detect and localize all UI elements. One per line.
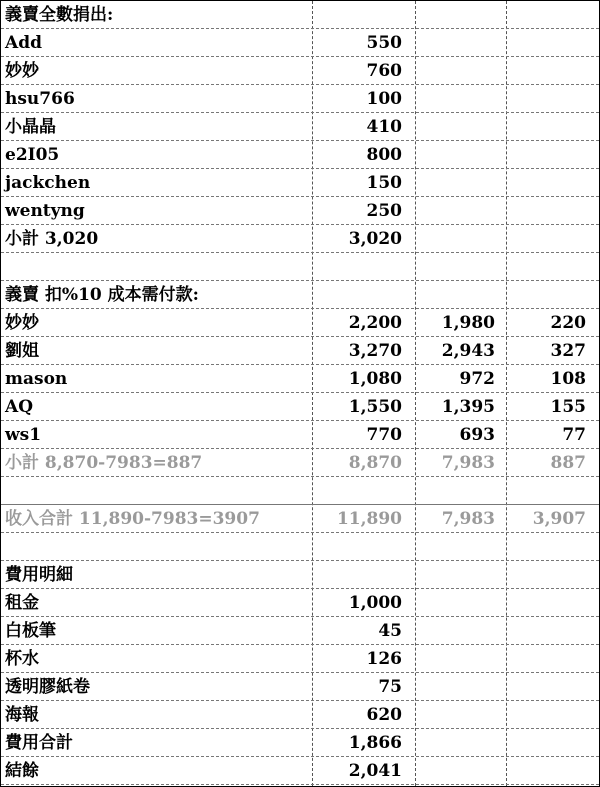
net-cell[interactable] bbox=[415, 757, 495, 784]
net-cell[interactable]: 972 bbox=[459, 369, 495, 389]
net-cell[interactable] bbox=[415, 673, 495, 700]
fee-cell[interactable] bbox=[506, 617, 586, 644]
table-row bbox=[1, 57, 599, 85]
table-row bbox=[1, 1, 599, 29]
table-row bbox=[1, 533, 599, 561]
table-row bbox=[1, 253, 599, 281]
fee-cell[interactable] bbox=[506, 561, 586, 588]
row-label[interactable]: jackchen bbox=[5, 173, 91, 193]
row-label[interactable]: 費用合計 bbox=[5, 733, 73, 753]
net-cell[interactable] bbox=[415, 225, 495, 252]
net-cell[interactable] bbox=[415, 113, 495, 140]
fee-cell[interactable] bbox=[506, 85, 586, 112]
row-label[interactable]: wentyng bbox=[5, 201, 85, 221]
fee-cell[interactable] bbox=[506, 589, 586, 616]
table-row bbox=[1, 477, 599, 505]
table-row bbox=[1, 449, 599, 477]
amount-cell[interactable]: 1,000 bbox=[348, 593, 402, 613]
table-row bbox=[1, 421, 599, 449]
amount-cell[interactable] bbox=[312, 561, 402, 588]
amount-cell[interactable] bbox=[312, 281, 402, 308]
table-row bbox=[1, 281, 599, 309]
amount-cell[interactable]: 800 bbox=[366, 145, 402, 165]
table-row bbox=[1, 309, 599, 337]
fee-cell[interactable]: 77 bbox=[562, 425, 586, 445]
net-cell[interactable]: 1,395 bbox=[441, 397, 495, 417]
amount-cell[interactable]: 75 bbox=[378, 677, 402, 697]
row-label[interactable]: 小計 8,870-7983=887 bbox=[5, 453, 203, 473]
row-label[interactable]: 妙妙 bbox=[5, 313, 39, 333]
row-label[interactable]: 妙妙 bbox=[5, 61, 39, 81]
table-row bbox=[1, 337, 599, 365]
table-row bbox=[1, 113, 599, 141]
amount-cell[interactable] bbox=[312, 477, 402, 504]
table-row bbox=[1, 365, 599, 393]
fee-cell[interactable] bbox=[506, 29, 586, 56]
net-cell[interactable] bbox=[415, 57, 495, 84]
amount-cell[interactable]: 45 bbox=[378, 621, 402, 641]
fee-cell[interactable]: 887 bbox=[550, 453, 586, 473]
net-cell[interactable] bbox=[415, 281, 495, 308]
amount-cell[interactable]: 770 bbox=[366, 425, 402, 445]
row-label[interactable]: 義賣 扣%10 成本需付款: bbox=[5, 285, 199, 305]
amount-cell[interactable]: 3,020 bbox=[348, 229, 402, 249]
row-label[interactable]: 費用明細 bbox=[5, 565, 73, 585]
row-label[interactable]: e2I05 bbox=[5, 145, 60, 165]
amount-cell[interactable]: 1,550 bbox=[348, 397, 402, 417]
row-label[interactable]: hsu766 bbox=[5, 89, 75, 109]
row-label[interactable]: AQ bbox=[5, 397, 33, 417]
amount-cell[interactable]: 3,270 bbox=[348, 341, 402, 361]
table-row bbox=[1, 645, 599, 673]
row-label[interactable]: 結餘 bbox=[5, 761, 39, 781]
net-cell[interactable] bbox=[415, 169, 495, 196]
amount-cell[interactable]: 760 bbox=[366, 61, 402, 81]
net-cell[interactable]: 2,943 bbox=[441, 341, 495, 361]
fee-cell[interactable] bbox=[506, 701, 586, 728]
row-label[interactable]: 杯水 bbox=[5, 649, 39, 669]
fee-cell[interactable]: 108 bbox=[550, 369, 586, 389]
amount-cell[interactable]: 620 bbox=[366, 705, 402, 725]
net-cell[interactable] bbox=[415, 729, 495, 756]
fee-cell[interactable] bbox=[506, 757, 586, 784]
row-label[interactable]: 收入合計 11,890-7983=3907 bbox=[5, 509, 260, 529]
fee-cell[interactable] bbox=[506, 1, 586, 28]
table-row bbox=[1, 225, 599, 253]
row-label[interactable]: Add bbox=[5, 33, 42, 53]
net-cell[interactable] bbox=[415, 645, 495, 672]
amount-cell[interactable]: 8,870 bbox=[348, 453, 402, 473]
amount-cell[interactable]: 2,200 bbox=[348, 313, 402, 333]
fee-cell[interactable] bbox=[506, 281, 586, 308]
fee-cell[interactable] bbox=[506, 673, 586, 700]
net-cell[interactable] bbox=[415, 141, 495, 168]
fee-cell[interactable] bbox=[506, 57, 586, 84]
net-cell[interactable]: 1,980 bbox=[441, 313, 495, 333]
row-label[interactable]: mason bbox=[5, 369, 68, 389]
table-row bbox=[1, 29, 599, 57]
table-row bbox=[1, 757, 599, 785]
amount-cell[interactable]: 11,890 bbox=[336, 509, 402, 529]
fee-cell[interactable] bbox=[506, 141, 586, 168]
net-cell[interactable] bbox=[415, 29, 495, 56]
table-row bbox=[1, 617, 599, 645]
amount-cell[interactable]: 250 bbox=[366, 201, 402, 221]
amount-cell[interactable]: 2,041 bbox=[348, 761, 402, 781]
amount-cell[interactable]: 100 bbox=[366, 89, 402, 109]
table-row bbox=[1, 169, 599, 197]
fee-cell[interactable]: 155 bbox=[550, 397, 586, 417]
fee-cell[interactable] bbox=[506, 645, 586, 672]
row-label[interactable]: ws1 bbox=[5, 425, 42, 445]
table-row bbox=[1, 729, 599, 757]
row-label[interactable]: 義賣全數捐出: bbox=[5, 5, 114, 25]
net-cell[interactable] bbox=[415, 533, 495, 560]
amount-cell[interactable]: 550 bbox=[366, 33, 402, 53]
row-label[interactable]: 劉姐 bbox=[5, 341, 39, 361]
row-label[interactable]: 白板筆 bbox=[5, 621, 56, 641]
net-cell[interactable] bbox=[415, 1, 495, 28]
net-cell[interactable] bbox=[415, 197, 495, 224]
fee-cell[interactable] bbox=[506, 197, 586, 224]
amount-cell[interactable] bbox=[312, 253, 402, 280]
net-cell[interactable]: 693 bbox=[459, 425, 495, 445]
fee-cell[interactable] bbox=[506, 533, 586, 560]
fee-cell[interactable] bbox=[506, 729, 586, 756]
fee-cell[interactable] bbox=[506, 113, 586, 140]
amount-cell[interactable]: 1,866 bbox=[348, 733, 402, 753]
table-row bbox=[1, 589, 599, 617]
table-row bbox=[1, 673, 599, 701]
net-cell[interactable]: 7,983 bbox=[441, 509, 495, 529]
amount-cell[interactable]: 410 bbox=[366, 117, 402, 137]
table-row bbox=[1, 141, 599, 169]
net-cell[interactable] bbox=[415, 617, 495, 644]
net-cell[interactable] bbox=[415, 253, 495, 280]
amount-cell[interactable]: 1,080 bbox=[348, 369, 402, 389]
row-label[interactable]: 租金 bbox=[5, 593, 39, 613]
table-row bbox=[1, 393, 599, 421]
table-row bbox=[1, 701, 599, 729]
amount-cell[interactable]: 126 bbox=[366, 649, 402, 669]
table-row bbox=[1, 85, 599, 113]
row-label[interactable]: 海報 bbox=[5, 705, 39, 725]
net-cell[interactable]: 7,983 bbox=[441, 453, 495, 473]
row-label[interactable]: 透明膠紙卷 bbox=[5, 677, 90, 697]
table-row bbox=[1, 197, 599, 225]
net-cell[interactable] bbox=[415, 701, 495, 728]
fee-cell[interactable] bbox=[506, 253, 586, 280]
fee-cell[interactable]: 327 bbox=[550, 341, 586, 361]
net-cell[interactable] bbox=[415, 561, 495, 588]
fee-cell[interactable]: 220 bbox=[550, 313, 586, 333]
fee-cell[interactable] bbox=[506, 169, 586, 196]
table-row bbox=[1, 505, 599, 533]
fee-cell[interactable] bbox=[506, 477, 586, 504]
fee-cell[interactable]: 3,907 bbox=[532, 509, 586, 529]
table-row bbox=[1, 561, 599, 589]
amount-cell[interactable]: 150 bbox=[366, 173, 402, 193]
row-label[interactable]: 小計 3,020 bbox=[5, 229, 99, 249]
amount-cell[interactable] bbox=[312, 1, 402, 28]
row-label[interactable]: 小晶晶 bbox=[5, 117, 56, 137]
net-cell[interactable] bbox=[415, 85, 495, 112]
fee-cell[interactable] bbox=[506, 225, 586, 252]
net-cell[interactable] bbox=[415, 589, 495, 616]
amount-cell[interactable] bbox=[312, 533, 402, 560]
net-cell[interactable] bbox=[415, 477, 495, 504]
